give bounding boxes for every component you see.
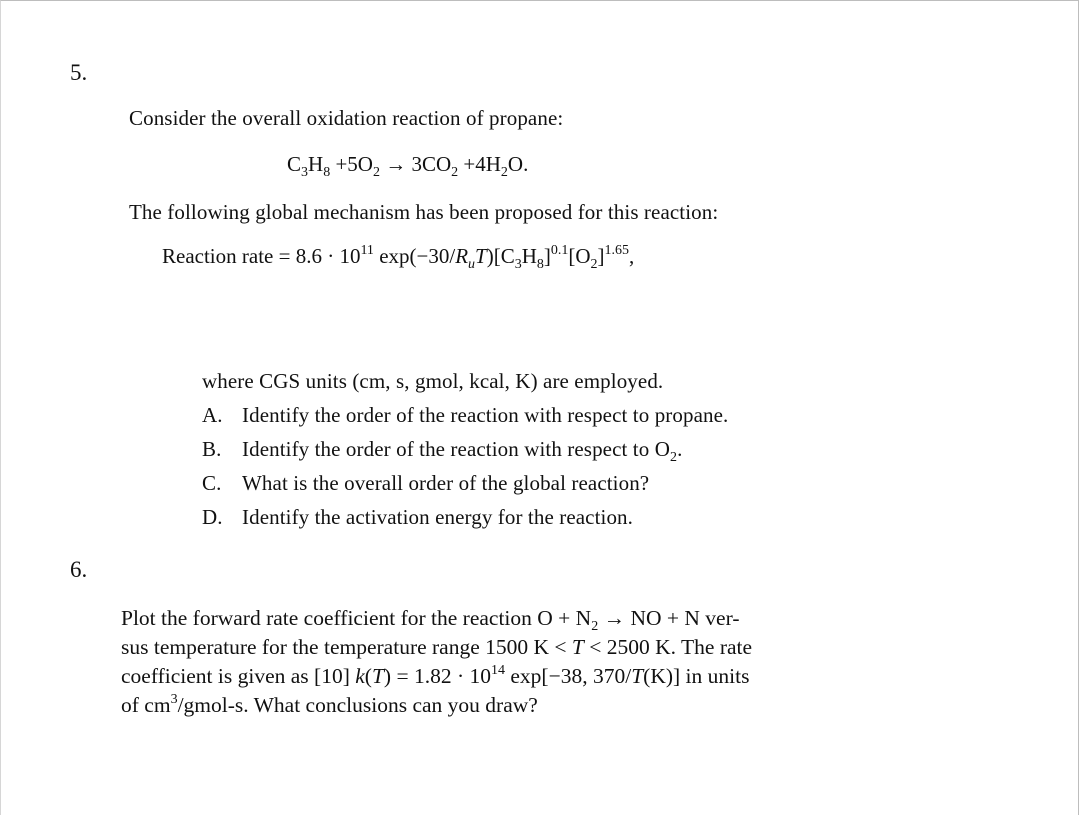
item-a-letter: A. [202, 403, 223, 427]
p6-line4-sup: 3 [170, 692, 178, 707]
item-c-text: What is the overall order of the global reaction? [242, 471, 650, 495]
question-item-d [202, 505, 633, 530]
p6-line1-sub: 2 [591, 619, 599, 634]
rate-oxygen-open: [O [568, 244, 591, 268]
item-b-text: Identify the order of the reaction with respect to O [242, 437, 670, 461]
problem-6-number: 6. [70, 557, 88, 582]
eq-carbon: C [287, 152, 302, 176]
question-item-b [202, 437, 683, 465]
problem-5-number: 5. [70, 60, 88, 85]
units-note: where CGS units (cm, s, gmol, kcal, K) are employed. [202, 369, 664, 393]
problem-6-line-1 [121, 604, 752, 633]
reaction-arrow-icon: → [385, 152, 407, 176]
item-b-end: . [677, 437, 683, 461]
problem-6-line-4 [121, 691, 752, 720]
eq-oxygen: +5O [335, 152, 373, 176]
rate-h-sub: 8 [536, 257, 544, 272]
p6-line3-t: T [371, 664, 384, 688]
eq-co2-sub: 2 [451, 165, 459, 180]
eq-water-end: O. [507, 152, 529, 176]
p6-line2-b: < 2500 K. The rate [583, 635, 753, 659]
rate-end: , [629, 244, 635, 268]
item-d-text: Identify the activation energy for the reaction. [242, 505, 634, 529]
mechanism-intro: The following global mechanism has been proposed for this reaction: [129, 200, 719, 224]
eq-water-sub: 2 [500, 165, 508, 180]
eq-oxygen-sub: 2 [372, 165, 380, 180]
rate-oxygen-exponent: 1.65 [604, 243, 630, 258]
problem-6-body [121, 604, 752, 720]
p6-line3-b: ( [364, 664, 372, 688]
rate-propane-exponent: 0.1 [550, 243, 569, 258]
item-a-text: Identify the order of the reaction with respect to propane. [242, 403, 729, 427]
item-d-letter: D. [202, 505, 223, 529]
eq-carbon-sub: 3 [301, 165, 309, 180]
eq-hydrogen: H [308, 152, 324, 176]
eq-hydrogen-sub: 8 [323, 165, 331, 180]
problem-6-line-3 [121, 662, 752, 691]
p6-line3-d: exp[−38, 370/ [505, 664, 632, 688]
rate-propane-open: )[C [486, 244, 515, 268]
rate-temperature: T [475, 244, 487, 268]
propane-oxidation-equation [287, 152, 529, 180]
rate-oxygen-sub: 2 [590, 257, 598, 272]
item-c-letter: C. [202, 471, 222, 495]
eq-water: +4H [463, 152, 501, 176]
p6-line1-a: Plot the forward rate coefficient for the reaction O + N [121, 606, 592, 630]
reaction-rate-expression [162, 243, 635, 272]
problem-6-line-2 [121, 633, 752, 662]
eq-co2: 3CO [411, 152, 452, 176]
p6-line4-a: of cm [121, 693, 171, 717]
p6-line1-b: → NO + N ver- [598, 606, 740, 630]
p6-line3-t2: T [631, 664, 644, 688]
rate-prefix: Reaction rate = 8.6 · 10 [162, 244, 361, 268]
rate-c-sub: 3 [514, 257, 522, 272]
p6-line3-e: (K)] in units [643, 664, 750, 688]
p6-line3-exponent: 14 [491, 663, 505, 678]
question-item-a [202, 403, 728, 428]
rate-propane-close: ] [543, 244, 551, 268]
item-b-letter: B. [202, 437, 222, 461]
rate-h: H [521, 244, 537, 268]
rate-oxygen-close: ] [597, 244, 605, 268]
rate-gas-constant-sub: u [468, 257, 476, 272]
p6-line3-k: k [355, 664, 365, 688]
p6-line4-b: /gmol-s. What conclusions can you draw? [177, 693, 538, 717]
item-b-sub: 2 [669, 450, 678, 465]
problem-5-intro: Consider the overall oxidation reaction of propane: [129, 106, 564, 130]
p6-line2-a: sus temperature for the temperature range 1500 K < [121, 635, 572, 659]
rate-exp-open: exp(−30/ [373, 244, 456, 268]
rate-exponent-11: 11 [360, 243, 374, 258]
rate-gas-constant: R [455, 244, 469, 268]
p6-line3-c: ) = 1.82 · 10 [383, 664, 491, 688]
p6-line2-temperature: T [571, 635, 584, 659]
p6-line3-a: coefficient is given as [10] [121, 664, 356, 688]
question-item-c [202, 471, 649, 496]
